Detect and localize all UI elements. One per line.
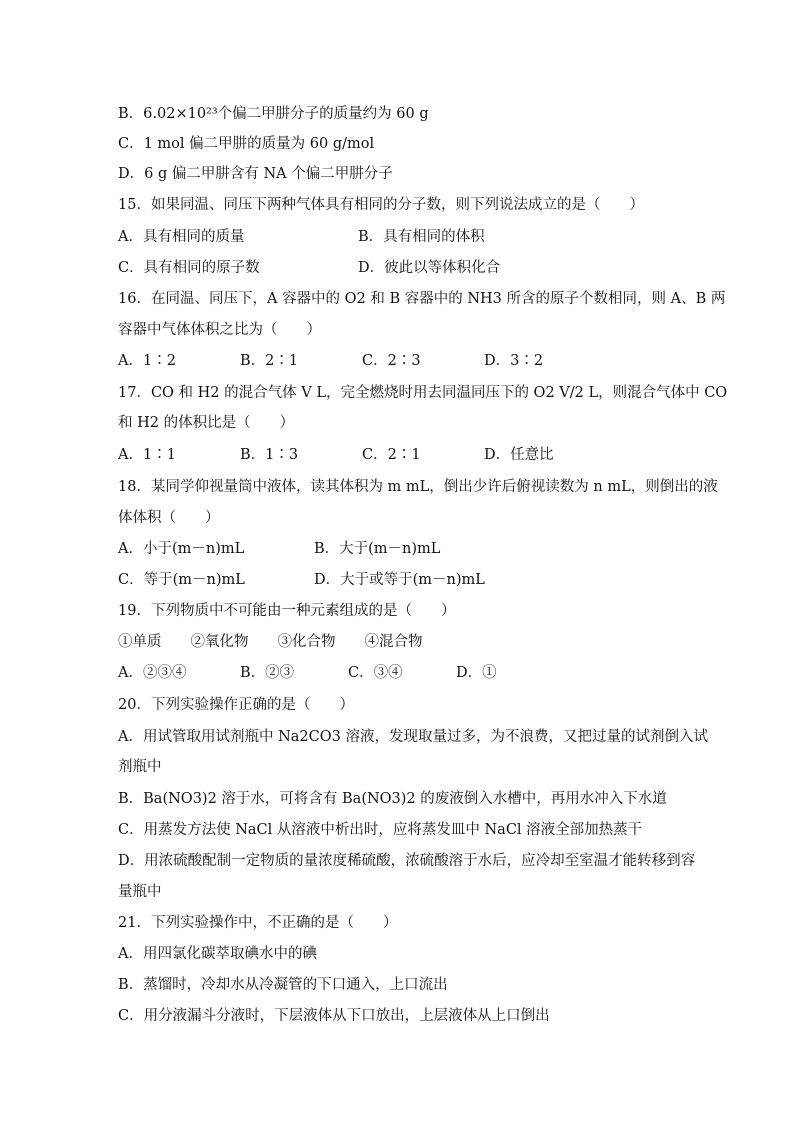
q20-option-c: C．用蒸发方法使 NaCl 从溶液中析出时，应将蒸发皿中 NaCl 溶液全部加热蒸干: [118, 822, 643, 838]
q15-option-d: D．彼此以等体积化合: [358, 260, 501, 276]
q20-option-a-line2: 剂瓶中: [118, 759, 162, 775]
q20-option-b: B．Ba(NO3)2 溶于水，可将含有 Ba(NO3)2 的废液倒入水槽中，再用水冲入下水道: [118, 791, 667, 807]
q15-stem: 15．如果同温、同压下两种气体具有相同的分子数，则下列说法成立的是（ ）: [118, 197, 644, 213]
q14-option-d: D．6 g 偏二甲肼含有 NA 个偏二甲肼分子: [118, 166, 393, 182]
q16-option-c: C．2∶3: [362, 353, 421, 369]
q15-option-c: C．具有相同的原子数: [118, 260, 260, 276]
q17-option-b: B．1∶3: [240, 447, 299, 463]
q20-option-d-line1: D．用浓硫酸配制一定物质的量浓度稀硫酸，浓硫酸溶于水后，应冷却至室温才能转移到容: [118, 853, 696, 869]
q18-stem-line2: 体体积（ ）: [118, 510, 220, 526]
q18-option-b: B．大于(m－n)mL: [314, 541, 441, 557]
q18-option-c: C．等于(m－n)mL: [118, 572, 245, 588]
q19-option-d: D．①: [456, 665, 497, 681]
q16-stem-line2: 容器中气体体积之比为（ ）: [118, 322, 321, 338]
q18-option-d: D．大于或等于(m－n)mL: [314, 572, 485, 588]
q19-choices: ①单质 ②氧化物 ③化合物 ④混合物: [118, 634, 423, 650]
q15-option-b: B．具有相同的体积: [358, 229, 485, 245]
q17-option-c: C．2∶1: [362, 447, 421, 463]
q21-option-b: B．蒸馏时，冷却水从冷凝管的下口通入，上口流出: [118, 977, 448, 993]
q21-option-a: A．用四氯化碳萃取碘水中的碘: [118, 946, 317, 962]
q19-stem: 19．下列物质中不可能由一种元素组成的是（ ）: [118, 603, 456, 619]
q17-option-d: D．任意比: [484, 447, 554, 463]
q19-option-b: B．②③: [240, 665, 295, 681]
q20-option-d-line2: 量瓶中: [118, 884, 162, 900]
q17-stem-line1: 17．CO 和 H2 的混合气体 V L，完全燃烧时用去同温同压下的 O2 V/2 L，则混合气体中 CO: [118, 385, 728, 401]
q19-option-a: A．②③④: [118, 665, 187, 681]
q16-option-a: A．1∶2: [118, 353, 176, 369]
q17-option-a: A．1∶1: [118, 447, 176, 463]
q21-stem: 21．下列实验操作中，不正确的是（ ）: [118, 915, 398, 931]
q21-option-c: C．用分液漏斗分液时，下层液体从下口放出，上层液体从上口倒出: [118, 1008, 550, 1024]
q16-option-b: B．2∶1: [240, 353, 299, 369]
q20-option-a-line1: A．用试管取用试剂瓶中 Na2CO3 溶液，发现取量过多，为不浪费，又把过量的试剂倒入试: [118, 729, 708, 745]
q14-option-c: C．1 mol 偏二甲肼的质量为 60 g/mol: [118, 136, 375, 152]
q16-stem-line1: 16．在同温、同压下，A 容器中的 O2 和 B 容器中的 NH3 所含的原子个数相同，则 A、B 两: [118, 291, 726, 307]
q18-option-a: A．小于(m－n)mL: [118, 541, 245, 557]
q14-option-b: B．6.02×10²³个偏二甲肼分子的质量约为 60 g: [118, 106, 429, 122]
q16-option-d: D．3∶2: [484, 353, 544, 369]
q20-stem: 20．下列实验操作正确的是（ ）: [118, 697, 354, 713]
q19-option-c: C．③④: [348, 665, 403, 681]
q15-option-a: A．具有相同的质量: [118, 229, 245, 245]
q18-stem-line1: 18．某同学仰视量筒中液体，读其体积为 m mL，倒出少许后俯视读数为 n mL，则倒出的液: [118, 479, 718, 495]
q17-stem-line2: 和 H2 的体积比是（ ）: [118, 415, 295, 431]
